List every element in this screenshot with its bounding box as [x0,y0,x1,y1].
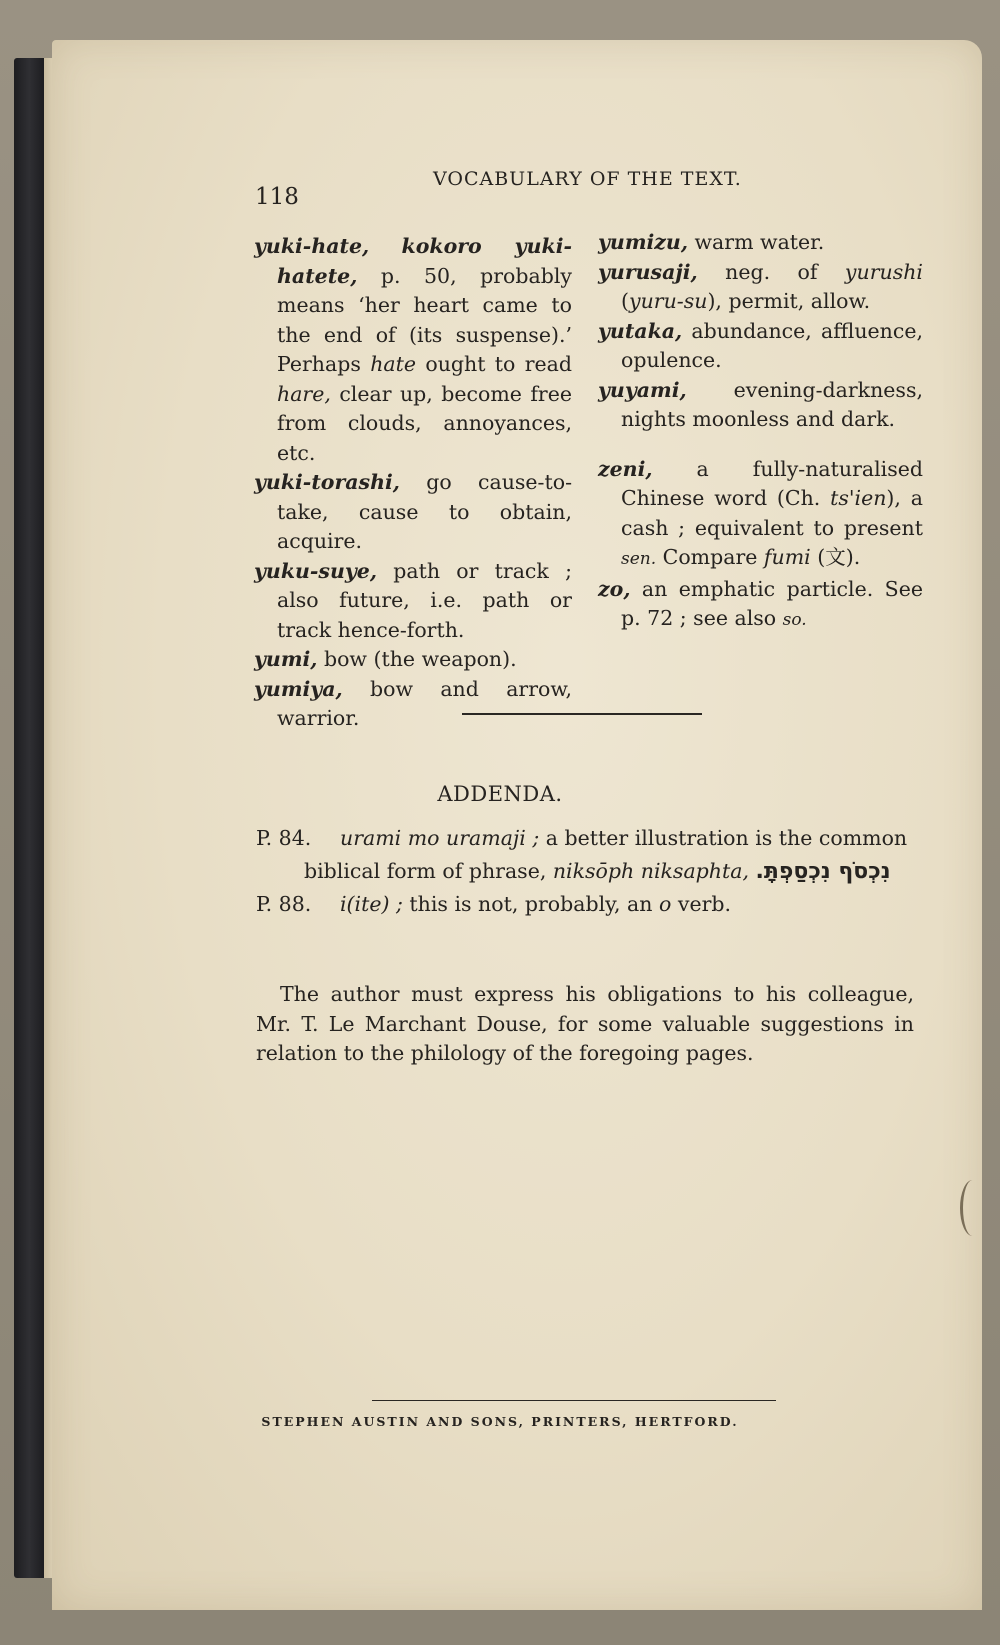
italic-term: yuru-su [629,289,708,313]
italic-term: yurushi [844,259,923,284]
page-header [0,168,1000,208]
addenda-text: a better illustration is the common [539,826,908,850]
page-reference: P. 84. [256,826,312,850]
italic-term: i(ite) ; [340,892,403,916]
headword: yutaka, [598,318,683,343]
headword: yuku-suye, [254,558,377,583]
italic-term: hare, [277,381,331,406]
definition-text: abundance, affluence, opulence. [621,318,923,372]
headword: zo, [598,576,631,601]
acknowledgement-paragraph: The author must express his obligations to his colleague, Mr. T. Le Marchant Douse, for some valuable suggestions in relation to the philology of the foregoing pages. [256,982,914,1065]
headword: yuki-torashi, [254,470,400,494]
right-column [598,228,923,636]
addenda-text: verb. [671,892,732,916]
left-column [254,232,572,734]
headword: yuyami, [598,377,687,402]
vocab-entry [598,258,923,317]
footer-rule [372,1400,776,1401]
italic-term: o [659,892,672,916]
definition-text: bow and arrow, warrior. [277,676,572,730]
printer-imprint: STEPHEN AUSTIN AND SONS, PRINTERS, HERTFORD. [261,1414,739,1429]
definition-text: path or track ; also future, i.e. path or track hence-forth. [277,558,572,642]
italic-term: ts'ien [830,486,887,510]
vocab-entry [598,228,923,258]
definition-text: ), permit, allow. [707,289,871,313]
definition-text: warm water. [687,230,825,254]
definition-text: ), a cash ; equivalent to present [621,486,923,540]
vocab-entry [254,468,572,557]
definition-text: clear up, become free from clouds, annoyances, etc. [277,381,572,465]
italic-term: hate [370,352,417,376]
definition-text: evening-darkness, nights moonless and dark. [621,377,923,431]
italic-term: sen. [621,549,657,569]
definition-text: neg. of [697,259,845,284]
headword: yumi, [254,647,318,671]
hebrew-phrase: נִכְסֹף נִכְסַפְתָּ. [755,859,891,884]
vocab-entry [254,557,572,646]
running-title: VOCABULARY OF THE TEXT. [433,168,742,190]
addenda-item [256,888,914,921]
italic-term: so. [782,610,807,630]
addenda-text: biblical form of phrase, [304,859,553,883]
addenda-item [256,822,914,888]
vocab-entry [254,645,572,675]
definition-text: ought to read [416,352,573,376]
section-divider [462,713,702,715]
vocab-entry [598,575,923,636]
vocab-entry [598,455,923,575]
vocab-entry [598,376,923,435]
page-curl [960,1180,985,1236]
vocab-entry [598,317,923,376]
definition-text: bow (the weapon). [317,647,517,671]
book-spine [14,58,48,1578]
headword: yurusaji, [598,259,698,284]
headword: yuki-hate, [254,234,370,258]
definition-text: p. 50, probably means ‘her heart came to the end of (its suspense).’ Perhaps [277,263,572,376]
definition-text: (文). [810,545,861,569]
addenda-heading: ADDENDA. [437,782,563,806]
italic-term: urami mo uramaji ; [340,826,540,850]
vocab-entry [254,232,572,468]
definition-text: go cause-to-take, cause to obtain, acquire. [277,470,572,553]
italic-term: niksōph niksaphta, [552,859,749,883]
page-number: 118 [255,184,299,210]
headword: yumizu, [598,230,688,254]
headword: kokoro yuki-hatete, [277,234,572,288]
definition-text: ( [621,289,629,313]
definition-text: an emphatic particle. See p. 72 ; see also [621,576,923,630]
definition-text: a fully-naturalised Chinese word (Ch. [621,456,923,510]
italic-term: fumi [763,545,811,569]
addenda-text: this is not, probably, an [402,892,659,916]
definition-text: Compare [656,545,764,569]
headword: yumiya, [254,676,343,701]
page-reference: P. 88. [256,892,312,916]
headword: zeni, [598,456,653,481]
vocab-entry [254,675,572,734]
